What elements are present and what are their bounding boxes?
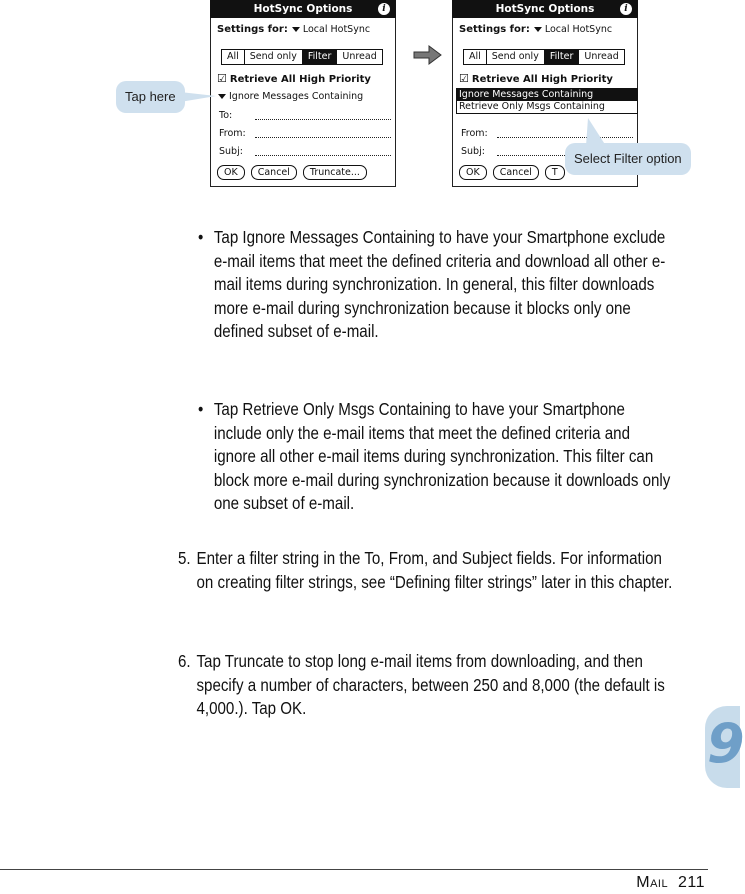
settings-value[interactable]: Local HotSync <box>302 24 371 35</box>
tab-filter[interactable]: Filter <box>303 50 338 64</box>
checkbox-checked-icon[interactable]: ☑ <box>459 72 469 85</box>
truncate-button[interactable]: T <box>545 165 565 180</box>
bullet-mark: • <box>198 399 204 419</box>
filter-value[interactable]: Ignore Messages Containing <box>229 91 364 102</box>
info-icon[interactable]: i <box>378 3 390 15</box>
cancel-button[interactable]: Cancel <box>251 165 297 180</box>
ok-button[interactable]: OK <box>459 165 487 180</box>
field-label: From: <box>219 128 246 139</box>
step-text: Tap Truncate to stop long e-mail items from downloading, and then specify a number of characters, between 250 and 8,000 (the default is 4,000.). Tap OK. <box>196 651 665 719</box>
info-icon[interactable]: i <box>620 3 632 15</box>
palm-screen-before <box>210 0 396 187</box>
chapter-number: 9 <box>707 712 745 775</box>
subj-field[interactable] <box>461 146 495 157</box>
subj-field[interactable] <box>219 146 253 157</box>
select-filter-callout: Select Filter option <box>565 143 691 175</box>
tab-bar <box>463 49 625 65</box>
dropdown-triangle-icon[interactable] <box>218 94 226 99</box>
page-footer <box>636 874 705 892</box>
filter-dropdown-list <box>456 88 638 114</box>
tap-here-callout: Tap here <box>116 81 185 113</box>
dropdown-triangle-icon[interactable] <box>292 27 300 32</box>
settings-label: Settings for: <box>217 24 288 35</box>
dropdown-triangle-icon[interactable] <box>534 27 542 32</box>
title-bar <box>210 0 396 18</box>
dropdown-option-ignore[interactable]: Ignore Messages Containing <box>457 89 637 101</box>
tab-unread[interactable]: Unread <box>584 51 619 62</box>
settings-value[interactable]: Local HotSync <box>544 24 613 35</box>
bullet-ignore-messages <box>198 226 673 344</box>
field-label: From: <box>461 128 488 139</box>
field-line[interactable] <box>255 155 391 156</box>
tab-bar <box>221 49 383 65</box>
high-priority-checkbox[interactable] <box>217 72 371 85</box>
tab-send-only[interactable]: Send only <box>487 50 545 64</box>
section-name: Mail <box>636 874 669 891</box>
step-number: 6. <box>178 651 191 671</box>
step-text: Enter a filter string in the To, From, and Subject fields. For information on creating filter strings, see “Defining filter strings” later in this chapter. <box>196 548 673 592</box>
to-field[interactable] <box>219 110 253 121</box>
step-number: 5. <box>178 548 191 568</box>
field-label: To: <box>219 110 233 121</box>
high-priority-checkbox[interactable] <box>459 72 613 85</box>
screen-title: HotSync Options <box>495 3 595 15</box>
right-arrow-icon <box>412 44 442 66</box>
tab-all[interactable]: All <box>464 50 487 64</box>
callout-pointer <box>584 118 606 146</box>
field-line[interactable] <box>497 137 633 138</box>
tab-filter[interactable]: Filter <box>545 50 580 64</box>
settings-row <box>459 24 612 35</box>
from-field[interactable] <box>219 128 253 139</box>
checkbox-checked-icon[interactable]: ☑ <box>217 72 227 85</box>
bullet-mark: • <box>198 227 204 247</box>
from-field[interactable] <box>461 128 495 139</box>
checkbox-label: Retrieve All High Priority <box>471 74 613 85</box>
bullet-text: Tap Retrieve Only Msgs Containing to have your Smartphone include only the e-mail items that meet the defined criteria and ignore all other e-mail items during synchronization. This filter can block more e-mail during synchronization because it downloads only one subset of e-mail. <box>213 399 671 514</box>
bullet-text: Tap Ignore Messages Containing to have your Smartphone exclude e-mail items that meet the defined criteria and download all other e-mail items during synchronization. In general, this filter downloads more e-mail during synchronization because it blocks only one defined subset of e-mail. <box>213 227 666 342</box>
settings-row <box>217 24 370 35</box>
step-5 <box>178 547 675 594</box>
step-6 <box>178 650 675 721</box>
tab-all[interactable]: All <box>222 50 245 64</box>
filter-picker[interactable] <box>217 91 363 102</box>
field-label: Subj: <box>461 146 485 157</box>
dropdown-option-retrieve[interactable]: Retrieve Only Msgs Containing <box>459 101 605 112</box>
page-number: 211 <box>677 874 705 891</box>
callout-pointer <box>180 90 216 104</box>
cancel-button[interactable]: Cancel <box>493 165 539 180</box>
field-label: Subj: <box>219 146 243 157</box>
checkbox-label: Retrieve All High Priority <box>229 74 371 85</box>
title-bar <box>452 0 638 18</box>
settings-label: Settings for: <box>459 24 530 35</box>
field-line[interactable] <box>255 137 391 138</box>
field-line[interactable] <box>255 119 391 120</box>
button-row <box>459 165 565 180</box>
truncate-button[interactable]: Truncate... <box>303 165 367 180</box>
ok-button[interactable]: OK <box>217 165 245 180</box>
bullet-retrieve-only <box>198 398 673 516</box>
tab-send-only[interactable]: Send only <box>245 50 303 64</box>
footer-rule <box>0 869 708 870</box>
screen-title: HotSync Options <box>253 3 353 15</box>
button-row <box>217 165 367 180</box>
tab-unread[interactable]: Unread <box>342 51 377 62</box>
